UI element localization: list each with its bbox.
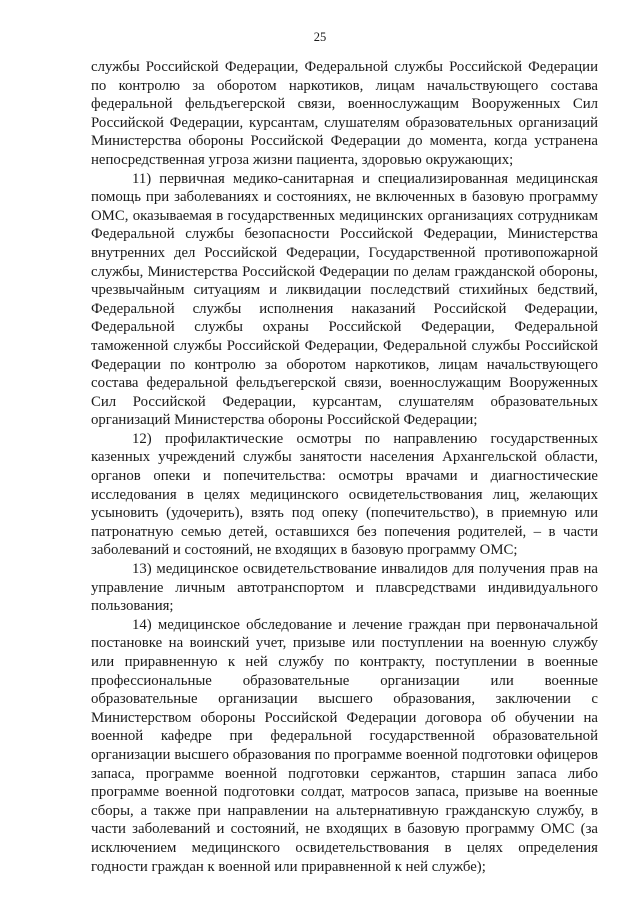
page-number: 25 — [313, 30, 327, 44]
body-text — [91, 58, 598, 876]
paragraph-item-14: 14) медицинское обследование и лечение граждан при первоначальной постановке на воинский учет, призыве или поступлении на военную службу или приравненную к ней службу по контракту, поступлении в военные профессиональные образовательные организации или военные образовательные организации высшего образования, заключении с Министерством обороны Российской Федерации договора об обучении на военной кафедре при федеральной государственной образовательной организации высшего образования по программе военной подготовки офицеров запаса, программе военной подготовки сержантов, старшин запаса либо программе военной подготовки солдат, матросов запаса, призыве на военные сборы, а также при направлении на альтернативную гражданскую службу, в части заболеваний и состояний, не входящих в базовую программу ОМС (за исключением медицинского освидетельствования в целях определения годности граждан к военной или приравненной к ней службе); — [91, 616, 598, 875]
paragraph-continuation: службы Российской Федерации, Федеральной службы Российской Федерации по контролю за оборотом наркотиков, лицам начальствующего состава федеральной фельдъегерской связи, военнослужащим Вооруженных Сил Российской Федерации, курсантам, слушателям образовательных организаций Министерства обороны Российской Федерации до момента, когда устранена непосредственная угроза жизни пациента, здоровью окружающих; — [91, 59, 598, 168]
paragraph-item-13: 13) медицинское освидетельствование инвалидов для получения прав на управление личным автотранспортом и плавсредствами индивидуального пользования; — [91, 561, 598, 615]
paragraph-item-11: 11) первичная медико-санитарная и специализированная медицинская помощь при заболеваниях и состояниях, не включенных в базовую программу ОМС, оказываемая в государственных медицинских организациях сотрудникам Федеральной службы безопасности Российской Федерации, Министерства внутренних дел Российской Федерации, Государственной противопожарной службы, Министерства Российской Федерации по делам гражданской обороны, чрезвычайным ситуациям и ликвидации последствий стихийных бедствий, Федеральной службы исполнения наказаний Российской Федерации, Федеральной службы охраны Российской Федерации, Федеральной таможенной службы Российской Федерации, Федеральной службы Российской Федерации по контролю за оборотом наркотиков, лицам начальствующего состава федеральной фельдъегерской связи, военнослужащим Вооруженных Сил Российской Федерации, курсантам, слушателям образовательных организаций Министерства обороны Российской Федерации; — [91, 170, 598, 429]
paragraph-item-12: 12) профилактические осмотры по направлению государственных казенных учреждений службы занятости населения Архангельской области, органов опеки и попечительства: осмотры врачами и диагностические исследования в целях медицинского освидетельствования лиц, желающих усыновить (удочерить), взять под опеку (попечительство), в приемную или патронатную семью детей, оставшихся без попечения родителей, – в части заболеваний и состояний, не входящих в базовую программу ОМС; — [91, 430, 598, 559]
